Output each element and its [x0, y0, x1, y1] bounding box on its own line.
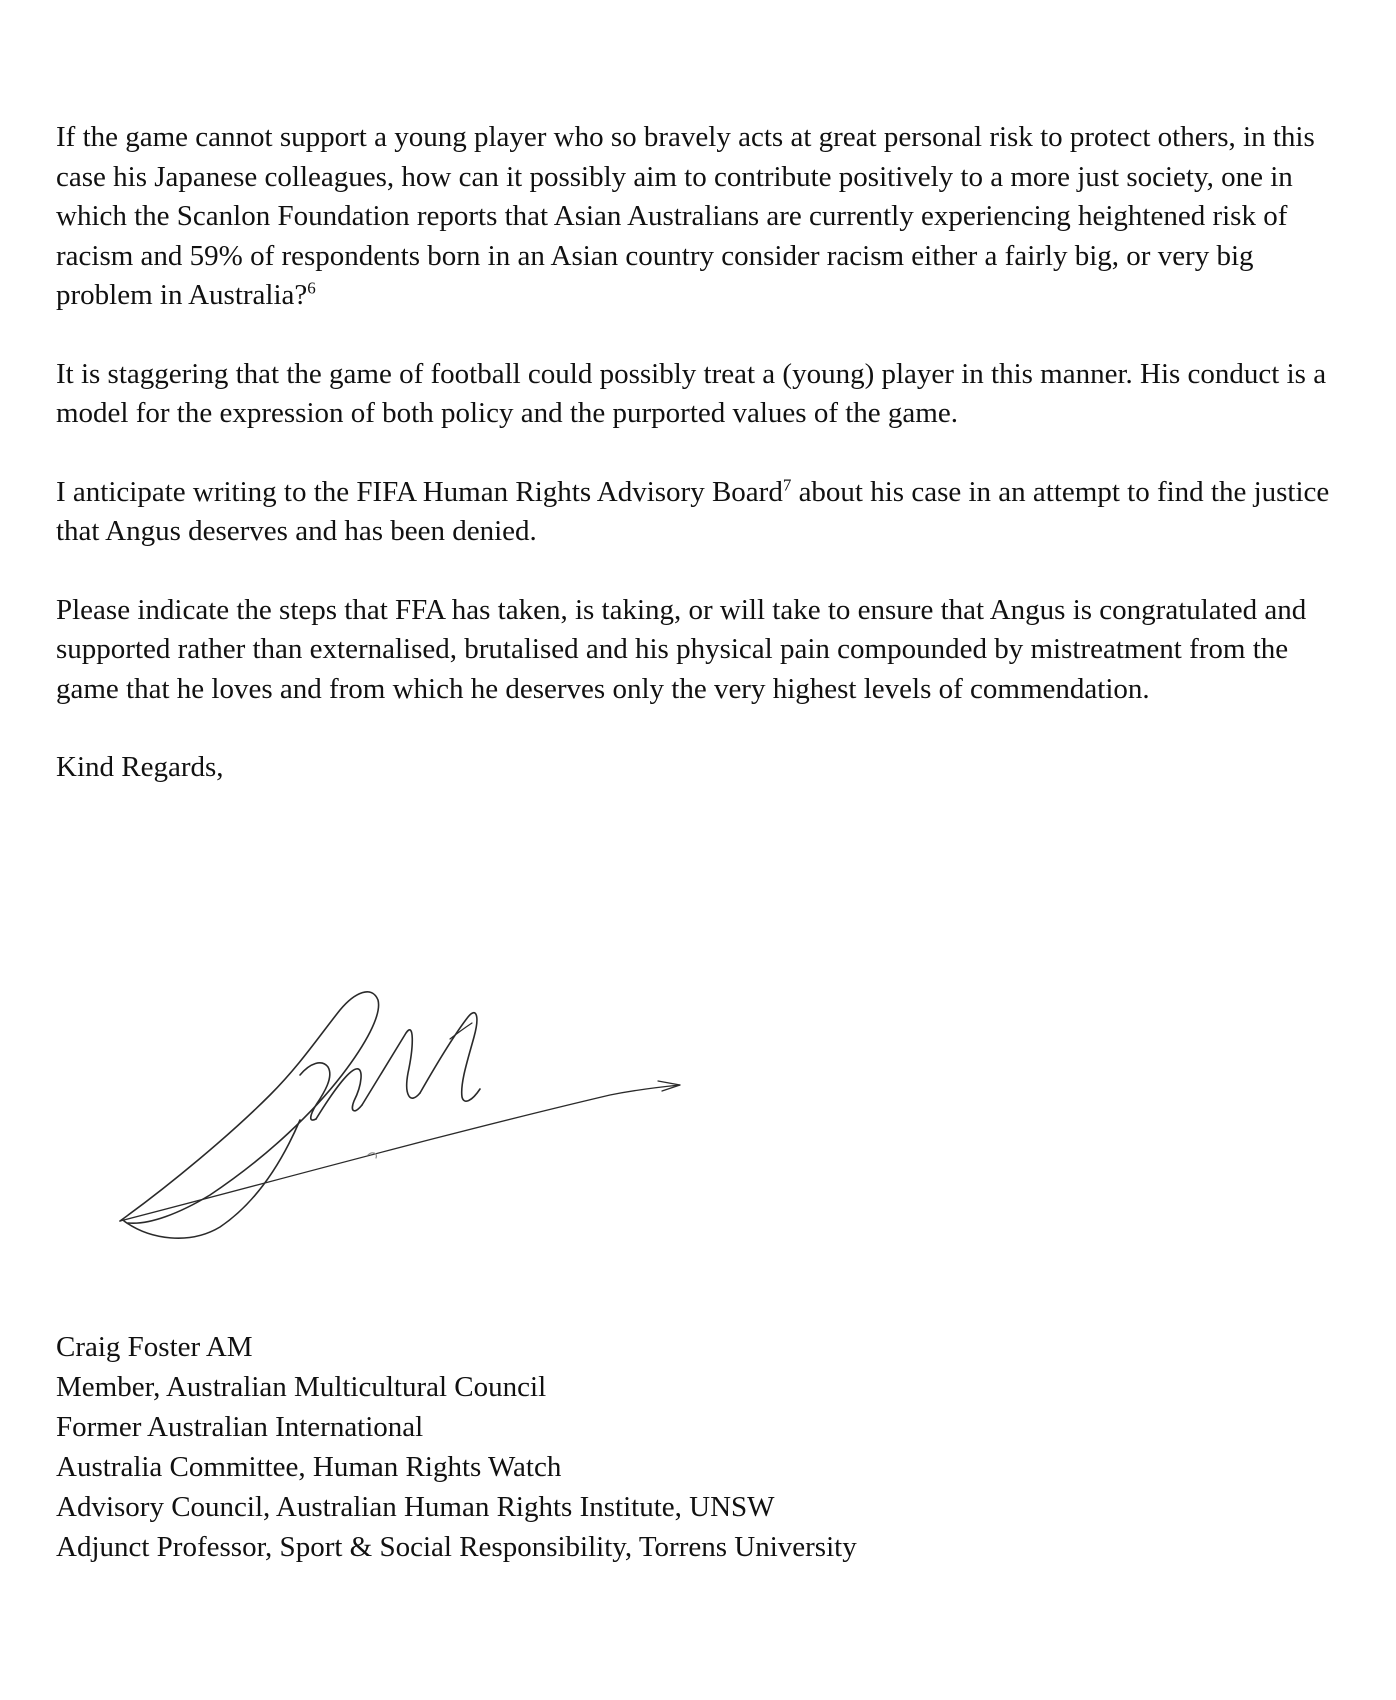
signatory-name: Craig Foster AM [56, 1331, 253, 1363]
paragraph-1-text: If the game cannot support a young player who so bravely acts at great personal risk to protect others, in this case his Japanese colleagues, how can it possibly aim to contribute positively to a more just society, one in which the Scanlon Foundation reports that Asian Australians are currently experiencing heightened risk of racism and 59% of respondents born in an Asian country consider racism either a fairly big, or very big problem in Australia? [56, 121, 1315, 311]
paragraph-3-text-after: about his case in an attempt to find the justice that Angus deserves and has been denied. [56, 475, 1330, 547]
paragraph-2 [56, 355, 1346, 434]
footnote-7: 7 [782, 474, 792, 494]
paragraph-2-text: It is staggering that the game of football could possibly treat a (young) player in this manner. His conduct is a model for the expression of both policy and the purported values of the game. [56, 357, 1327, 429]
paragraph-4 [56, 591, 1346, 710]
signatory-title: Australia Committee, Human Rights Watch [56, 1451, 562, 1483]
closing-salutation: Kind Regards, [56, 751, 224, 783]
signature-block [56, 1327, 857, 1567]
signatory-title: Former Australian International [56, 1411, 424, 1443]
paragraph-4-text: Please indicate the steps that FFA has taken, is taking, or will take to ensure that Angus is congratulated and supported rather than externalised, brutalised and his physical pain compounded by mistreatment from the game that he loves and from which he deserves only the very highest levels of commendation. [56, 593, 1307, 705]
paragraph-1 [56, 118, 1346, 316]
letter-body [56, 118, 1346, 788]
paragraph-3-text-before: I anticipate writing to the FIFA Human Rights Advisory Board [56, 475, 783, 508]
handwritten-signature [110, 955, 690, 1275]
paragraph-3 [56, 473, 1346, 552]
footnote-6: 6 [307, 278, 316, 298]
signatory-title: Adjunct Professor, Sport & Social Responsibility, Torrens University [56, 1531, 857, 1563]
signatory-title: Advisory Council, Australian Human Rights Institute, UNSW [56, 1491, 775, 1523]
signatory-title: Member, Australian Multicultural Council [56, 1371, 547, 1403]
